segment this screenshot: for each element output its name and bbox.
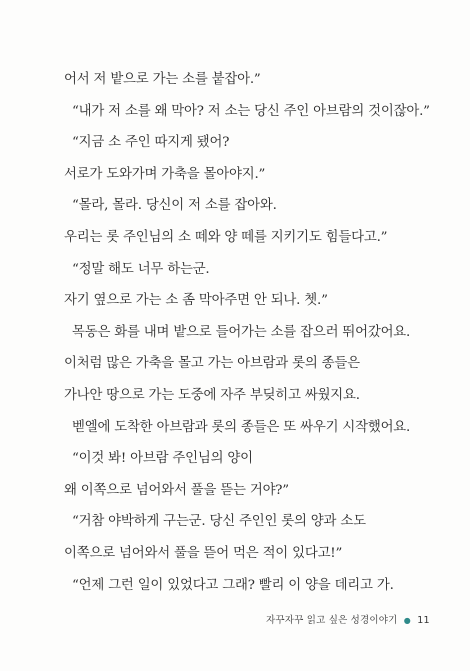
text-line: 왜 이쪽으로 넘어와서 풀을 뜯는 거야?” <box>64 482 289 498</box>
text-line: 서로가 도와가며 가축을 몰아야지.” <box>64 166 266 182</box>
text-line: 이처럼 많은 가축을 몰고 가는 아브람과 롯의 종들은 <box>64 356 360 372</box>
text-line: 이쪽으로 넘어와서 풀을 뜯어 먹은 적이 있다고!” <box>64 545 343 561</box>
text-line: 벧엘에 도착한 아브람과 롯의 종들은 또 싸우기 시작했어요. <box>72 419 411 435</box>
text-line: 우리는 롯 주인님의 소 떼와 양 떼를 지키기도 힘들다고.” <box>64 229 388 245</box>
text-line: 자기 옆으로 가는 소 좀 막아주면 안 되나. 쳇.” <box>64 293 328 309</box>
text-line: 어서 저 밭으로 가는 소를 붙잡아.” <box>64 72 261 87</box>
text-line: “내가 저 소를 왜 막아? 저 소는 당신 주인 아브람의 것이잖아.” <box>72 103 430 119</box>
text-line: “정말 해도 너무 하는군. <box>72 261 210 277</box>
separator-dot-icon: ● <box>403 616 411 625</box>
text-line: “지금 소 주인 따지게 됐어? <box>72 135 230 151</box>
text-line: “이것 봐! 아브람 주인님의 양이 <box>72 451 253 467</box>
text-line: 가나안 땅으로 가는 도중에 자주 부딪히고 싸웠지요. <box>64 387 360 403</box>
page-footer <box>266 612 430 626</box>
text-line: 목동은 화를 내며 밭으로 들어가는 소를 잡으러 뛰어갔어요. <box>72 324 411 340</box>
text-line: “언제 그런 일이 있었다고 그래? 빨리 이 양을 데리고 가. <box>72 577 394 593</box>
book-title: 자꾸자꾸 읽고 싶은 성경이야기 <box>266 615 398 626</box>
page-number: 11 <box>417 615 430 626</box>
story-text <box>64 64 448 601</box>
text-line: “거참 야박하게 구는군. 당신 주인인 롯의 양과 소도 <box>72 514 366 530</box>
text-line: “몰라, 몰라. 당신이 저 소를 잡아와. <box>72 198 277 214</box>
